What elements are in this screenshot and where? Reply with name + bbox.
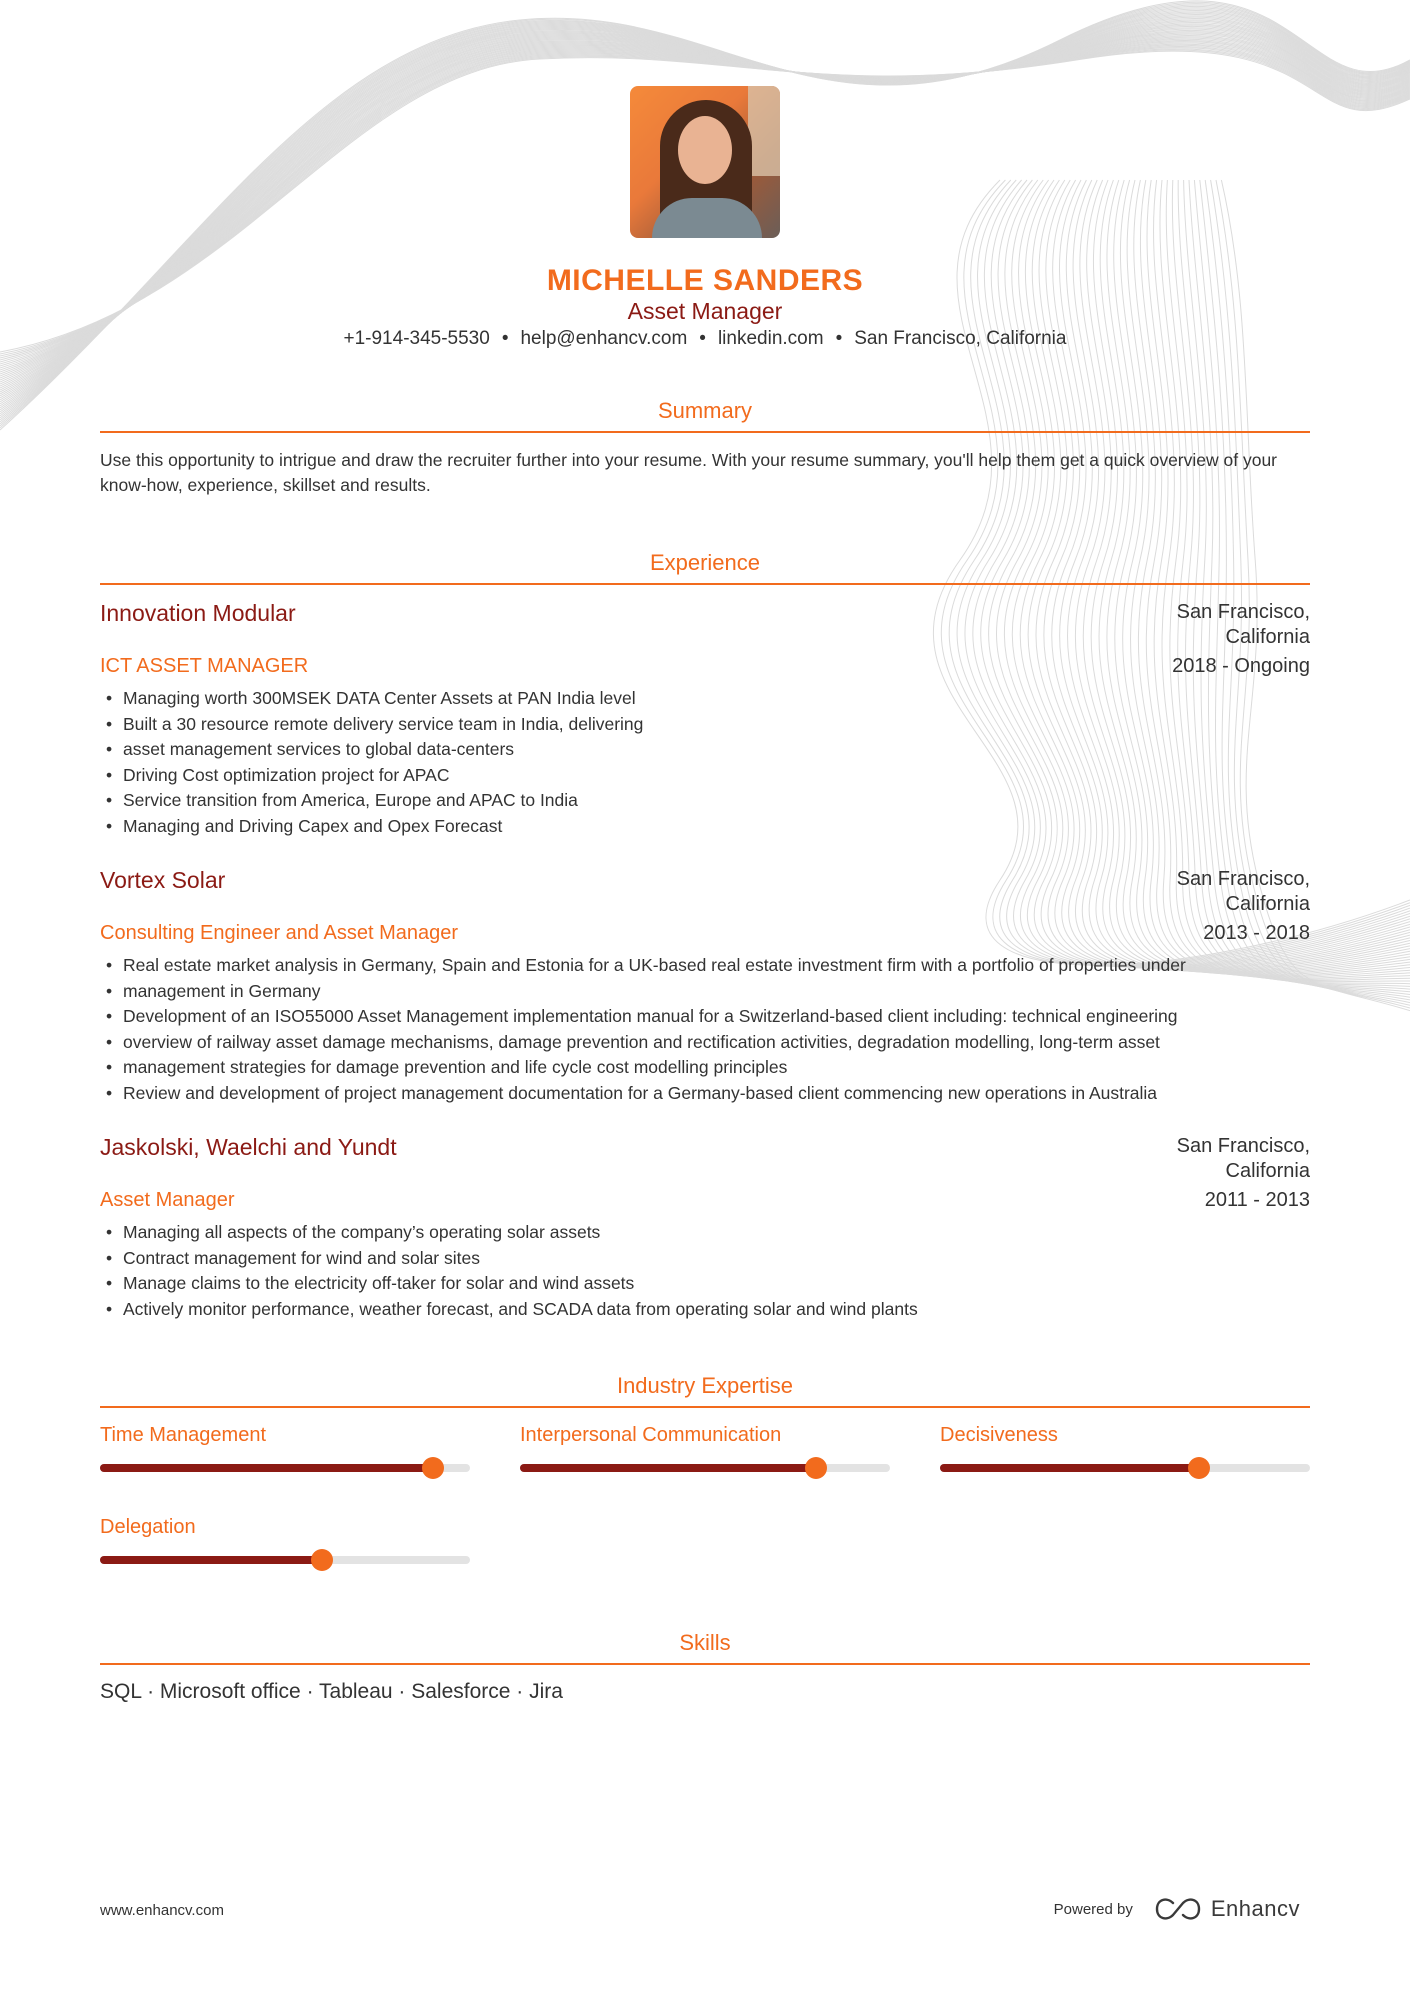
- email[interactable]: help@enhancv.com: [520, 328, 688, 349]
- job-dates: 2011 - 2013: [1204, 1189, 1310, 1211]
- list-item: • Actively monitor performance, weather forecast, and SCADA data from operating solar and wind plants: [100, 1297, 1200, 1323]
- list-item: • Service transition from America, Europe and APAC to India: [100, 788, 800, 814]
- job-location-line: California: [1225, 1160, 1310, 1182]
- section-title-expertise: Industry Expertise: [616, 1373, 794, 1398]
- job-location-line: San Francisco,: [1176, 601, 1310, 623]
- section-title-skills: Skills: [679, 1630, 731, 1655]
- expertise-bar-fill: [100, 1464, 433, 1472]
- expertise-bar-fill: [940, 1464, 1199, 1472]
- list-item: • Managing worth 300MSEK DATA Center Assets at PAN India level: [100, 686, 800, 712]
- section-divider: [100, 431, 1310, 433]
- job-bullets: [100, 686, 800, 839]
- job-location-line: San Francisco,: [1176, 1135, 1310, 1157]
- job-dates: 2013 - 2018: [1203, 922, 1310, 944]
- footer-branding: [1054, 1896, 1300, 1922]
- contact-line: [0, 328, 1410, 350]
- brand-name: Enhancv: [1210, 1896, 1300, 1921]
- list-item: • asset management services to global data-centers: [100, 737, 800, 763]
- job-position: Consulting Engineer and Asset Manager: [100, 922, 459, 944]
- list-item: • Real estate market analysis in Germany, Spain and Estonia for a UK-based real estate investment firm with a portfolio of properties under: [100, 953, 1320, 979]
- expertise-item: [100, 1516, 470, 1539]
- skills-list: SQL · Microsoft office · Tableau · Salesforce · Jira: [100, 1680, 563, 1703]
- summary-text: Use this opportunity to intrigue and draw the recruiter further into your resume. With your resume summary, you'll help them get a quick overview of your know-how, experience, skillset and results.: [100, 450, 1278, 495]
- expertise-item: [940, 1424, 1310, 1447]
- list-item: • management in Germany: [100, 979, 1320, 1005]
- list-item: • Driving Cost optimization project for APAC: [100, 763, 800, 789]
- separator: •: [835, 328, 843, 349]
- list-item: • Built a 30 resource remote delivery service team in India, delivering: [100, 712, 800, 738]
- list-item: • overview of railway asset damage mechanisms, damage prevention and rectification activities, degradation modelling, long-term asset: [100, 1030, 1320, 1056]
- expertise-bar-fill: [520, 1464, 816, 1472]
- enhancv-logo-icon: [1155, 1897, 1201, 1921]
- separator: •: [699, 328, 706, 349]
- powered-by-label: Powered by: [1053, 1900, 1133, 1918]
- profile-photo: [630, 86, 780, 238]
- expertise-bar-knob: [1188, 1457, 1210, 1479]
- list-item: • management strategies for damage prevention and life cycle cost modelling principles: [100, 1055, 1320, 1081]
- section-divider: [100, 583, 1310, 585]
- expertise-bar-knob: [311, 1549, 333, 1571]
- job-company: Jaskolski, Waelchi and Yundt: [100, 1134, 397, 1160]
- expertise-label: Time Management: [100, 1424, 266, 1446]
- list-item: • Manage claims to the electricity off-taker for solar and wind assets: [100, 1271, 1200, 1297]
- expertise-bar-knob: [422, 1457, 444, 1479]
- job-bullets: [100, 1220, 1200, 1322]
- list-item: • Managing and Driving Capex and Opex Forecast: [100, 814, 800, 840]
- linkedin[interactable]: linkedin.com: [717, 328, 824, 349]
- job-company: Innovation Modular: [100, 600, 296, 626]
- expertise-label: Delegation: [100, 1516, 196, 1538]
- job-bullets: [100, 953, 1320, 1106]
- section-divider: [100, 1663, 1310, 1665]
- job-dates: 2018 - Ongoing: [1172, 655, 1310, 677]
- list-item: • Managing all aspects of the company’s operating solar assets: [100, 1220, 1200, 1246]
- candidate-role: Asset Manager: [627, 298, 783, 324]
- candidate-name: MICHELLE SANDERS: [546, 264, 864, 297]
- separator: •: [501, 328, 509, 349]
- section-title-summary: Summary: [657, 398, 753, 423]
- expertise-bar-knob: [805, 1457, 827, 1479]
- location: San Francisco, California: [854, 328, 1067, 349]
- job-location: [1110, 867, 1310, 917]
- phone: +1-914-345-5530: [343, 328, 490, 349]
- job-position: Asset Manager: [100, 1189, 235, 1211]
- expertise-bar-track: [520, 1464, 890, 1472]
- list-item: • Development of an ISO55000 Asset Management implementation manual for a Switzerland-based client including: technical engineering: [100, 1004, 1320, 1030]
- job-location-line: California: [1225, 626, 1310, 648]
- expertise-item: [520, 1424, 890, 1447]
- job-position: ICT ASSET MANAGER: [100, 655, 309, 677]
- enhancv-logo[interactable]: [1155, 1896, 1300, 1922]
- expertise-label: Interpersonal Communication: [520, 1424, 782, 1446]
- job-location-line: San Francisco,: [1176, 868, 1310, 890]
- job-location: [1110, 600, 1310, 650]
- expertise-bar-track: [100, 1464, 470, 1472]
- expertise-item: [100, 1424, 470, 1447]
- job-location: [1110, 1134, 1310, 1184]
- expertise-bar-track: [100, 1556, 470, 1564]
- job-company: Vortex Solar: [100, 867, 226, 893]
- section-divider: [100, 1406, 1310, 1408]
- list-item: • Review and development of project management documentation for a Germany-based client commencing new operations in Australia: [100, 1081, 1320, 1107]
- footer-website[interactable]: www.enhancv.com: [100, 1902, 224, 1919]
- job-location-line: California: [1225, 893, 1310, 915]
- list-item: • Contract management for wind and solar sites: [100, 1246, 1200, 1272]
- expertise-bar-fill: [100, 1556, 322, 1564]
- section-title-experience: Experience: [649, 550, 761, 575]
- expertise-bar-track: [940, 1464, 1310, 1472]
- expertise-label: Decisiveness: [940, 1424, 1058, 1446]
